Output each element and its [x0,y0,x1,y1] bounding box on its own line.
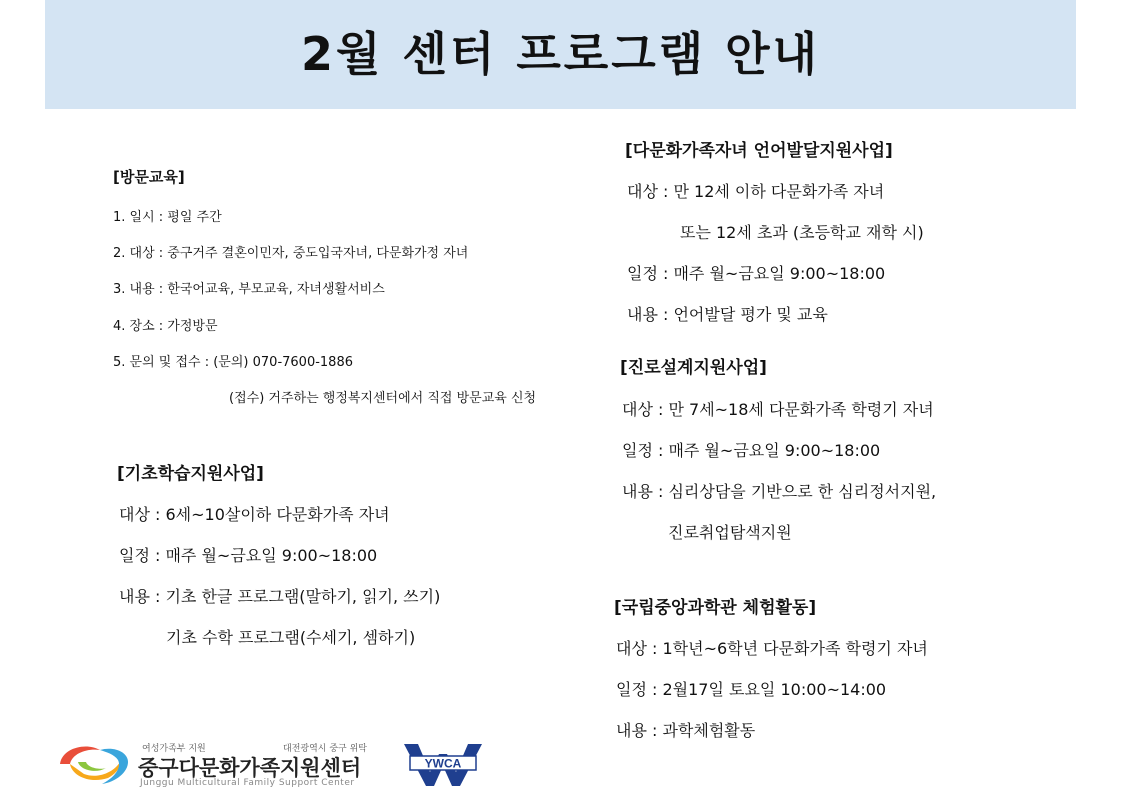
ywca-logo-icon [404,742,482,788]
basic-learning-content: 내용 : 기초 한글 프로그램(말하기, 읽기, 쓰기) [119,587,441,606]
basic-learning-target: 대상 : 6세~10살이하 다문화가족 자녀 [119,505,390,524]
logo-name: 중구다문화가족지원센터 [138,756,362,780]
language-dev-schedule: 일정 : 매주 월~금요일 9:00~18:00 [627,264,886,283]
language-dev-title: [다문화가족자녀 언어발달지원사업] [625,141,893,161]
visit-education-title: [방문교육] [113,168,185,186]
career-title: [진로설계지원사업] [620,358,767,378]
visit-education-item: 1. 일시 : 평일 주간 [113,210,222,225]
language-dev-content: 내용 : 언어발달 평가 및 교육 [627,305,828,324]
visit-education-item: 2. 대상 : 중구거주 결혼이민자, 중도입국자녀, 다문화가정 자녀 [113,246,469,261]
science-content: 내용 : 과학체험활동 [616,721,756,740]
career-content-cont: 진로취업탐색지원 [668,523,792,542]
logo-caption-right: 대전광역시 중구 위탁 [283,744,367,754]
language-dev-target-cont: 또는 12세 초과 (초등학교 재학 시) [680,223,924,242]
visit-education-item: 3. 내용 : 한국어교육, 부모교육, 자녀생활서비스 [113,282,385,297]
logo-english-name: Junggu Multicultural Family Support Center [140,778,355,788]
visit-education-item: 4. 장소 : 가정방문 [113,319,218,334]
career-content: 내용 : 심리상담을 기반으로 한 심리정서지원, [622,482,937,501]
career-schedule: 일정 : 매주 월~금요일 9:00~18:00 [622,441,881,460]
science-schedule: 일정 : 2월17일 토요일 10:00~14:00 [616,680,887,699]
center-logo-swirl-icon [56,740,132,788]
basic-learning-schedule: 일정 : 매주 월~금요일 9:00~18:00 [119,546,378,565]
science-target: 대상 : 1학년~6학년 다문화가족 학령기 자녀 [616,639,928,658]
career-target: 대상 : 만 7세~18세 다문화가족 학령기 자녀 [622,400,934,419]
ywca-text: YWCA [424,756,462,771]
page-title: 2월 센터 프로그램 안내 [301,27,820,81]
visit-education-item: 5. 문의 및 접수 : (문의) 070-7600-1886 [113,355,353,370]
science-title: [국립중앙과학관 체험활동] [614,598,817,618]
language-dev-target: 대상 : 만 12세 이하 다문화가족 자녀 [627,182,885,201]
title-banner [45,0,1076,109]
basic-learning-content-cont: 기초 수학 프로그램(수세기, 셈하기) [166,628,416,647]
logo-caption-left: 여성가족부 지원 [142,744,206,754]
basic-learning-title: [기초학습지원사업] [117,464,264,484]
visit-education-item-cont: (접수) 거주하는 행정복지센터에서 직접 방문교육 신청 [229,391,537,406]
